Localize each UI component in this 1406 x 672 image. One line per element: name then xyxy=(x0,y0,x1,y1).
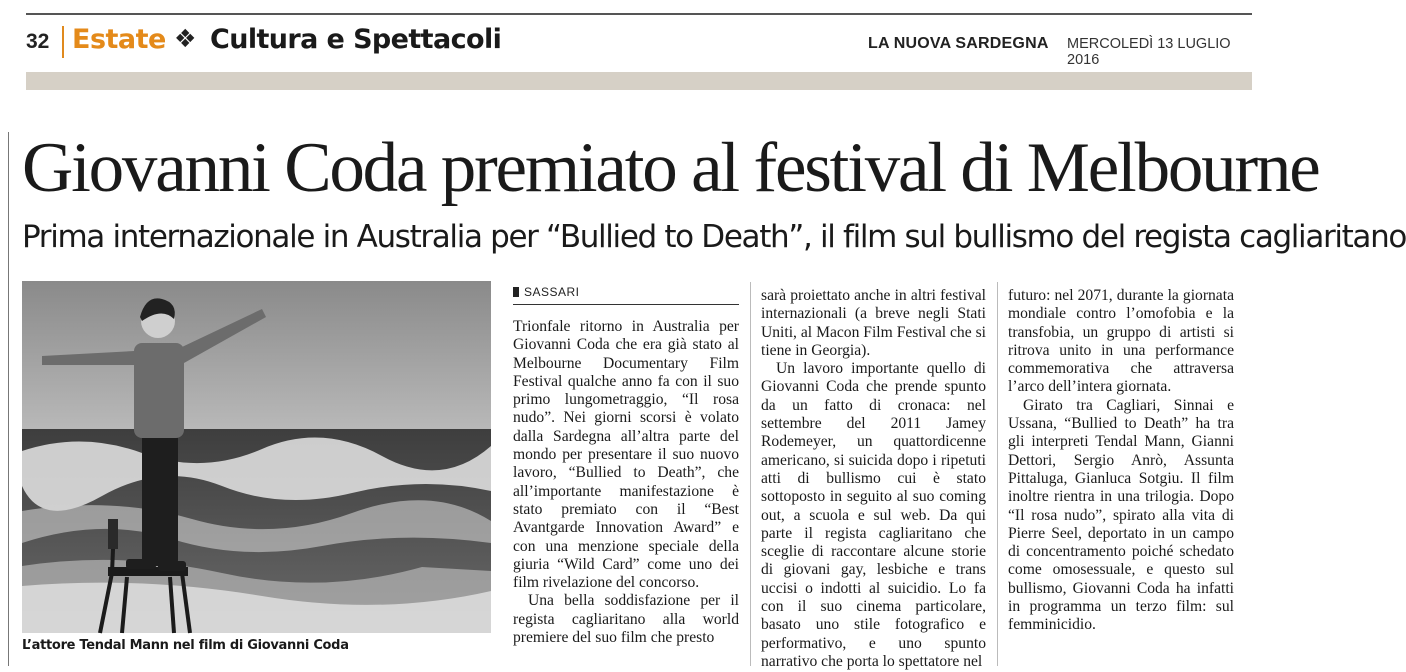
column-rule-1 xyxy=(750,282,751,666)
section-title: Estate xyxy=(72,24,166,55)
photo-caption: L’attore Tendal Mann nel film di Giovanni Coda xyxy=(22,638,349,653)
newspaper-name: LA NUOVA SARDEGNA xyxy=(868,35,1049,52)
issue-date: MERCOLEDÌ 13 LUGLIO 2016 xyxy=(1067,36,1231,68)
paragraph: sarà proiettato anche in altri festival internazionali (a breve negli Stati Uniti, al Macon Film Festival che si tiene in Georgia). xyxy=(761,287,986,359)
column-rule-2 xyxy=(997,282,998,666)
article-column-1 xyxy=(513,318,739,647)
header-separator xyxy=(62,26,64,58)
paragraph: Girato tra Cagliari, Sinnai e Ussana, “Bullied to Death” ha tra gli interpreti Tendal Mann, Gianni Dettori, Sergio Anrò, Assunta Pittaluga, Gianluca Sotgiu. Il film inoltre rientra in una trilogia. Dopo “Il rosa nudo”, spirato alla vita di Pierre Seel, deportato in un campo di concentramento poiché schedato come omosessuale, e questo sul bullismo, Giovanni Coda ha infatti in programma un terzo film: sul femminicidio. xyxy=(1008,396,1234,634)
paragraph: futuro: nel 2071, durante la giornata mondiale contro l’omofobia e la transfobia, un gruppo di artisti si ritrova unito in una performance commemorativa che attraversa l’arco dell’intera giornata. xyxy=(1008,287,1234,396)
article-column-3 xyxy=(1008,287,1234,635)
diamond-icon: ❖ xyxy=(174,24,197,53)
subsection-title: Cultura e Spettacoli xyxy=(210,24,502,55)
article-left-rule xyxy=(8,132,9,666)
paragraph: Una bella soddisfazione per il regista cagliaritano alla world premiere del suo film che presto xyxy=(513,592,739,647)
article-subheadline: Prima internazionale in Australia per “Bullied to Death”, il film sul bullismo del regista cagliaritano xyxy=(22,219,1406,255)
article-column-2 xyxy=(761,287,986,671)
header-top-rule xyxy=(26,13,1252,15)
dateline-rule xyxy=(513,304,739,305)
article-headline: Giovanni Coda premiato al festival di Melbourne xyxy=(22,129,1319,207)
header-band xyxy=(26,72,1252,90)
paragraph: Un lavoro importante quello di Giovanni Coda che prende spunto da un fatto di cronaca: nel settembre del 2011 Jamey Rodemeyer, un quattordicenne americano, si suicida dopo i ripetuti atti di bullismo cui è stato sottoposto in seguito al suo coming out, a scuola e sul web. Da qui parte il regista cagliaritano che sceglie di raccontare alcune storie di giovani gay, lesbiche e trans uccisi o indotti al suicidio. Lo fa con il suo cinema particolare, basato uno stile fotografico e performativo, e uno spunto narrativo che porta lo spettatore nel xyxy=(761,360,986,670)
page-number: 32 xyxy=(26,30,50,53)
dateline-text: SASSARI xyxy=(524,285,580,299)
paragraph: Trionfale ritorno in Australia per Giovanni Coda che era già stato al Melbourne Documentary Film Festival qualche anno fa con il suo primo lungometraggio, “Il rosa nudo”. Nei giorni scorsi è volato dalla Sardegna all’altra parte del mondo per presentare il suo nuovo lavoro, “Bullied to Death”, che all’importante manifestazione è stato premiato con il “Best Avantgarde Innovation Award” e con una menzione speciale della giuria “Wild Card” come uno dei film rivelazione del concorso. xyxy=(513,318,739,592)
dateline-marker-icon xyxy=(513,287,519,297)
dateline xyxy=(513,285,739,299)
article-photo xyxy=(22,281,491,633)
